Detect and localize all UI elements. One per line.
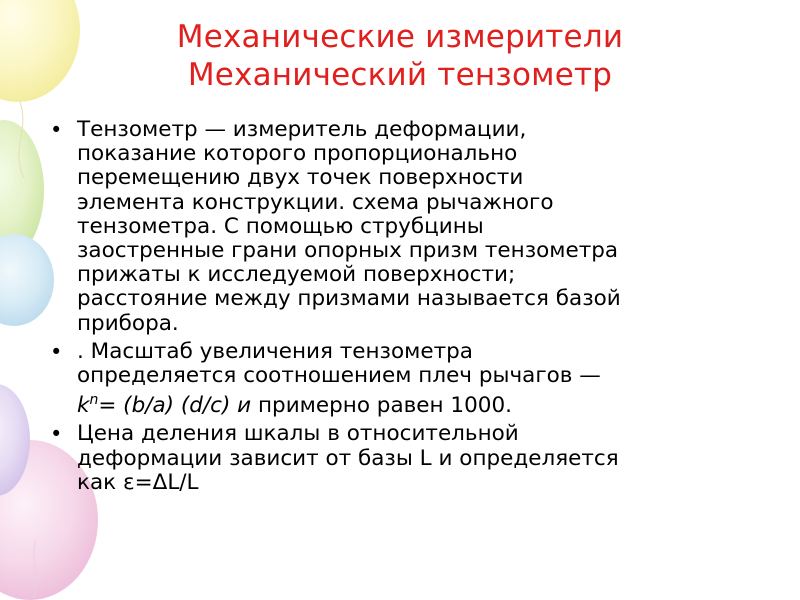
bullet-1-line: показание которого пропорционально xyxy=(77,141,518,167)
bullet-1-line: расстояние между призмами называется базой xyxy=(77,286,621,312)
slide-content xyxy=(50,118,750,499)
bullet-1-line: прибора. xyxy=(77,310,179,336)
bullet-1-line: элемента конструкции. схема рычажного xyxy=(77,189,554,215)
title-line-1: Механические измерители xyxy=(176,19,624,55)
title-line-2: Механический тензометр xyxy=(187,57,613,93)
formula-tail: примерно равен 1000. xyxy=(251,393,512,419)
bullet-1-line: Тензометр — измеритель деформации, xyxy=(77,117,527,142)
bullet-1-line: заостренные грани опорных призм тензометра xyxy=(77,238,619,264)
bullet-2-line: определяется соотношением плеч рычагов — xyxy=(77,363,601,389)
bullet-1-line: прижаты к исследуемой поверхности; xyxy=(77,262,516,288)
bullet-item-3 xyxy=(50,422,750,495)
formula-expression: = (b/a) (d/c) и xyxy=(98,393,252,419)
slide-title xyxy=(0,18,800,94)
bullet-icon: • xyxy=(50,339,63,364)
formula-subscript: n xyxy=(89,392,99,409)
formula-k: k xyxy=(77,393,90,419)
bullet-item-2 xyxy=(50,340,750,419)
bullet-2-line: . Масштаб увеличения тензометра xyxy=(77,338,473,364)
formula-line xyxy=(77,388,750,418)
bullet-item-1 xyxy=(50,118,750,336)
bullet-icon: • xyxy=(50,118,63,142)
bullet-1-line: тензометра. С помощью струбцины xyxy=(77,213,484,239)
bullet-3-line: Цена деления шкалы в относительной xyxy=(77,421,519,447)
bullet-3-line: деформации зависит от базы L и определяется xyxy=(77,445,619,471)
blue-balloon-shape xyxy=(0,234,54,326)
bullet-1-line: перемещению двух точек поверхности xyxy=(77,165,524,191)
bullet-icon: • xyxy=(50,422,63,447)
bullet-3-line: как ε=ΔL/L xyxy=(77,469,199,495)
